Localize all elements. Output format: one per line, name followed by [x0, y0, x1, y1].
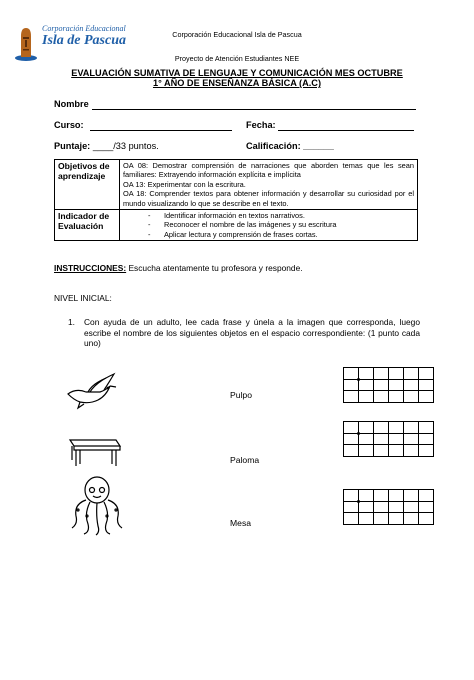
nivel-heading: NIVEL INICIAL:	[54, 293, 112, 303]
title-line-2: 1° AÑO DE ENSEÑANZA BÁSICA (A.C)	[152, 78, 322, 88]
table-icon[interactable]	[66, 436, 122, 468]
question-text: Con ayuda de un adulto, lee cada frase y únela a la imagen que corresponda, luego escribe el nombre de los siguientes objetos en el espacio correspondiente: (1 punto cada uno)	[84, 317, 420, 348]
indicator-item: - Identificar información en textos narrativos.	[148, 211, 414, 220]
indicador-cell	[120, 210, 418, 241]
indicador-header: Indicador de Evaluación	[55, 210, 120, 241]
objetivo-oa18: OA 18: Comprender textos para obtener información y desarrollar su curiosidad por el mundo visualizando lo que se describe en el texto.	[123, 189, 414, 208]
question-number: 1.	[68, 317, 75, 327]
instructions-text: Escucha atentamente tu profesora y responde.	[126, 263, 303, 273]
logo-text-top: Corporación Educacional	[42, 24, 126, 33]
writing-grid[interactable]	[343, 489, 434, 525]
word-mesa: Mesa	[230, 518, 252, 528]
dove-icon[interactable]	[66, 372, 120, 412]
octopus-icon[interactable]	[70, 474, 124, 536]
calificacion-label: Calificación: ______	[246, 141, 334, 151]
instructions-label: INSTRUCCIONES:	[54, 263, 127, 273]
indicator-item: - Reconocer el nombre de las imágenes y su escritura	[148, 220, 414, 229]
objetivo-oa08: OA 08: Demostrar comprensión de narraciones que aborden temas que les sean familiares: Extrayendo información explícita e implícita	[123, 161, 414, 180]
objectives-table	[54, 159, 418, 241]
institution-name: Corporación Educacional Isla de Pascua	[172, 30, 302, 39]
instructions	[54, 263, 303, 273]
fecha-line[interactable]	[278, 130, 414, 131]
indicador-row	[55, 210, 418, 241]
indicator-list	[123, 211, 414, 239]
writing-grid[interactable]	[343, 367, 434, 403]
logo-text-bottom: Isla de Pascua	[42, 33, 126, 48]
puntaje-value: ____/33 puntos.	[92, 141, 159, 151]
curso-line[interactable]	[90, 130, 232, 131]
word-paloma: Paloma	[230, 455, 260, 465]
document-title	[0, 68, 474, 88]
puntaje-label	[54, 141, 159, 151]
objetivo-oa13: OA 13: Experimentar con la escritura.	[123, 179, 246, 189]
word-pulpo: Pulpo	[230, 390, 252, 400]
title-line-1: EVALUACIÓN SUMATIVA DE LENGUAJE Y COMUNICACIÓN MES OCTUBRE	[71, 68, 403, 78]
objetivos-cell	[120, 160, 418, 210]
writing-grid[interactable]	[343, 421, 434, 457]
project-name: Proyecto de Atención Estudiantes NEE	[174, 54, 300, 63]
indicator-item: - Aplicar lectura y comprensión de frases cortas.	[148, 230, 414, 239]
objetivos-header: Objetivos de aprendizaje	[55, 160, 120, 210]
fecha-label: Fecha:	[246, 120, 276, 130]
nombre-line[interactable]	[92, 109, 416, 110]
objetivos-row	[55, 160, 418, 210]
curso-label: Curso:	[54, 120, 84, 130]
nombre-label: Nombre	[54, 99, 89, 109]
puntaje-text: Puntaje:	[54, 141, 91, 151]
